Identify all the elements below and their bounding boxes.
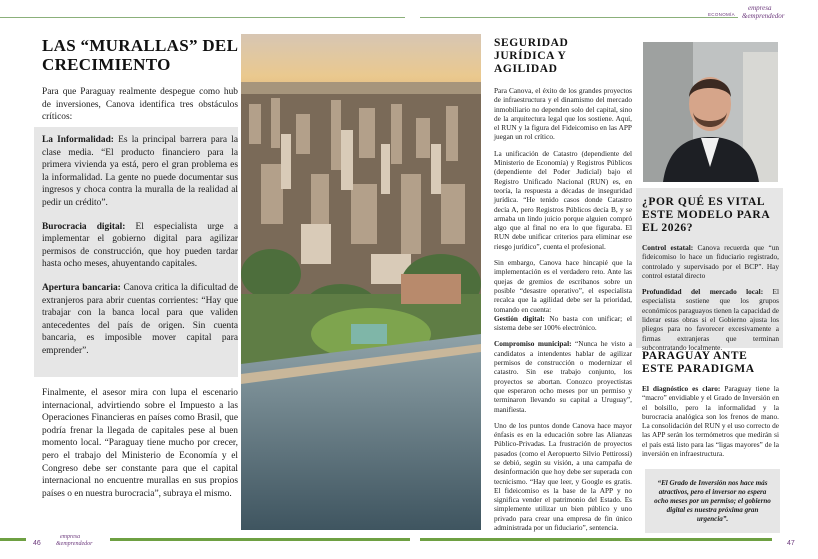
obstacle-burocracia: Burocracia digital: El especialista urge a implementar el gobierno digital para agilizar permisos de construcción, que hoy pueden tardar hasta ocho meses, ahuyentando capitales. <box>42 221 238 270</box>
footer-brand-left <box>56 534 106 552</box>
canova-portrait-photo <box>643 42 778 182</box>
seguridad-section <box>494 37 632 532</box>
compromiso-municipal: Compromiso municipal: “Nunca he visto a candidatos a intendentes hablar de agilizar permisos de construcción o modernizar el catastro. Sin ese trabajo conjunto, los proyectos se abortan. Conozco proyectistas que esperaron ocho meses por un permiso y terminaron llevando su capital a Uruguay”, manifiesta. <box>494 339 632 414</box>
footer-rule-left-2 <box>110 538 410 541</box>
page-number-right: 47 <box>787 540 795 547</box>
left-header-rule <box>0 17 405 18</box>
obstacle-informalidad: La Informalidad: Es la principal barrera para la clase media. “El producto financiero para la primera vivienda ya está, pero el gran problema es la informalidad. La gente no puede documentar sus ingresos y choca contra la muralla de la realidad al pedir un crédito”. <box>42 135 238 208</box>
footer-brand-top: empresa <box>60 534 81 540</box>
paradigma-title: PARAGUAY ANTE ESTE PARADIGMA <box>642 350 755 375</box>
right-header-rule <box>420 17 738 18</box>
seguridad-p2: La unificación de Catastro (dependiente del Ministerio de Economía) y Registros Públicos (dependiente del Poder Judicial) bajo el Registro Unificado Nacional (RUN) es, en teoría, la respuesta a décadas de inseguridad jurídica. “He tenido casos donde Catastro decía A, pero Registros Públicos decía B, y se armaba un lindo juicio porque alguien compró algo que al final no era lo que figuraba. El RUN debe unificar criterios para eliminar ese riesgo jurídico”, cuenta el profesional. <box>494 148 632 251</box>
control-estatal: Control estatal: Canova recuerda que “un fideicomiso lo hace un fiduciario registrado, controlado y supervisado por el BCP”. Hay control estatal directo <box>642 243 779 280</box>
footer-rule-left <box>0 538 26 541</box>
header-brand-logo <box>742 4 802 22</box>
seguridad-p1: Para Canova, el éxito de los grandes proyectos de infraestructura y el dinamismo del mercado inmobiliario no dependen solo del capital, sino de la arquitectura legal que los sostiene. Aquí, el RUN y la figura del Fideicomiso en las APP juegan un rol crítico. <box>494 86 632 142</box>
footer-brand-bottom: &emprendedor <box>56 541 93 547</box>
closing-paragraph: Finalmente, el asesor mira con lupa el escenario internacional, advirtiendo sobre el Impuesto a las Operaciones Financieras en países como Brasil, que podría frenar la llegada de capitales pese al buen momento local. “Paraguay tiene mucho por crecer, pero el trabajo del Ministerio de Economía y el Congreso debe ser constante para que el capital internacional no encuentre murallas en sus propios países o en nuestra burocracia”, subraya el mismo. <box>42 388 238 499</box>
seguridad-title: SEGURIDAD JURÍDICA Y AGILIDAD <box>494 37 569 75</box>
intro-paragraph: Para que Paraguay realmente despegue como hub de inversiones, Canova identifica tres obstáculos críticos: <box>42 87 238 123</box>
pull-quote-text: “El Grado de Inversión nos hace más atractivos, pero el inversor no espera ocho meses por un permiso; el gobierno digital es nuestra próxima gran urgencia”. <box>654 478 771 523</box>
page-number-left: 46 <box>33 540 41 547</box>
profundidad-mercado: Profundidad del mercado local: El especialista sostiene que los grupos económicos paraguayos tienen la capacidad de liderar estas obras si el Gobierno ajusta los pliegos para no favorecer excesivamente a firmas extranjeras que terminan subcontratando localmente. <box>642 287 779 352</box>
seguridad-p3: Sin embargo, Canova hace hincapié que la implementación es el verdadero reto. Ante las quejas de gremios de escribanos sobre un posible “desastre operativo”, el especialista recalca que la agilidad debe ser la prioridad, tomando en cuenta: <box>494 258 632 314</box>
paradigma-section <box>642 350 779 458</box>
gestion-digital: Gestión digital: No basta con unificar; el sistema debe ser 100% electrónico. <box>494 313 632 333</box>
footer-rule-right <box>420 538 772 541</box>
brand-top-text: empresa <box>748 4 772 12</box>
alianzas-paragraph: Uno de los puntos donde Canova hace mayor énfasis es en la educación sobre las Alianzas Público-Privadas. La frustración de proyectos pasados (como el Aeropuerto Silvio Pettirossi) se debió, según su visión, a una campaña de desinformación que hoy debe ser superada con tecnicismo. “Hay que leer, y Google es gratis. El fideicomiso es la base de la APP y no significa vender el patrimonio del Estado. Es simplemente utilizar un bien público y uno privado para crear una empresa de fin único administrada por un fiduciario”, sentencia. <box>494 420 632 533</box>
obstacles-list <box>42 134 238 369</box>
page-title: LAS “MURALLAS” DEL CRECIMIENTO <box>42 36 238 74</box>
asuncion-aerial-photo <box>241 34 481 530</box>
diagnostico-paragraph: El diagnóstico es claro: Paraguay tiene la “macro” envidiable y el Grado de Inversión en el bolsillo, pero la informalidad y la burocracia analógica son los frenos de mano. La consolidación del RUN y el uso correcto de las APP serán los termómetros que medirán si el país está listo para las “ligas mayores” de la inversión en infraestructura. <box>642 384 779 459</box>
section-label: ECONOMÍA <box>708 12 735 17</box>
brand-bottom-text: &emprendedor <box>742 12 785 20</box>
vital-section <box>642 196 779 352</box>
pull-quote <box>645 469 780 533</box>
vital-title: ¿POR QUÉ ES VITAL ESTE MODELO PARA EL 2026? <box>642 196 770 234</box>
obstacle-apertura: Apertura bancaria: Canova critica la dificultad de extranjeros para abrir cuentas corrientes: “Hay que trabajar con la banca local para que validen antecedentes del país de origen. Sin cuenta bancaria, es imposible mover capital para emprender”. <box>42 282 238 356</box>
